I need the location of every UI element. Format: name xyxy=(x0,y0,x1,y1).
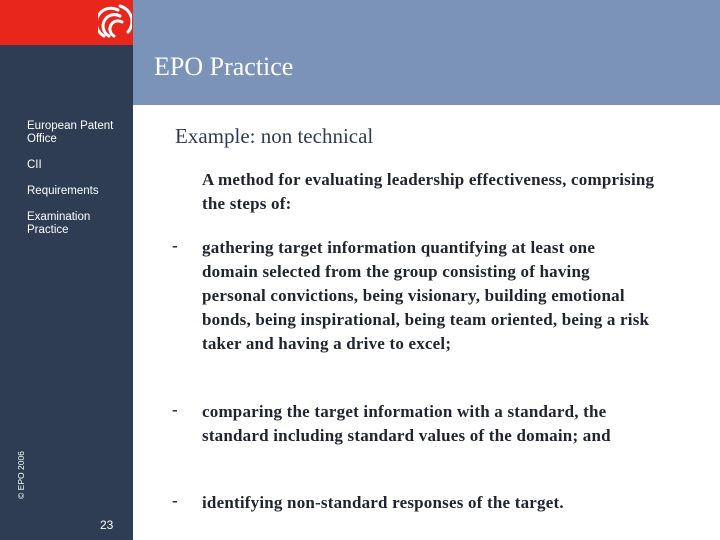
bullet-marker: - xyxy=(172,400,178,419)
epo-logo-icon xyxy=(98,2,132,42)
bullet-text-identifying: identifying non-standard responses of the target. xyxy=(202,493,564,512)
bullet-marker: - xyxy=(172,491,178,510)
page-number: 23 xyxy=(100,518,114,532)
bullet-text-gathering: gathering target information quantifying at least one domain selected from the group consisting of having personal convictions, being visionary, building emotional bonds, being inspirational, being team oriented, being a risk taker and having a drive to excel; xyxy=(202,238,650,353)
header-band xyxy=(0,0,720,105)
sidebar-item-european-patent-office[interactable]: European Patent Office xyxy=(27,120,114,145)
header-title: EPO Practice xyxy=(154,52,294,81)
sidebar-item-cii[interactable]: CII xyxy=(27,159,42,171)
bullet-marker: - xyxy=(172,236,178,255)
slide-title: Example: non technical xyxy=(175,124,374,148)
logo-area xyxy=(0,0,133,45)
bullet-text-comparing: comparing the target information with a standard, the standard including standard values of the domain; and xyxy=(202,402,611,445)
copyright-notice: © EPO 2006 xyxy=(16,451,26,499)
sidebar-item-examination-practice[interactable]: Examination Practice xyxy=(27,211,91,236)
intro-text: A method for evaluating leadership effectiveness, comprising the steps of: xyxy=(202,170,655,213)
sidebar-item-requirements[interactable]: Requirements xyxy=(27,185,99,197)
